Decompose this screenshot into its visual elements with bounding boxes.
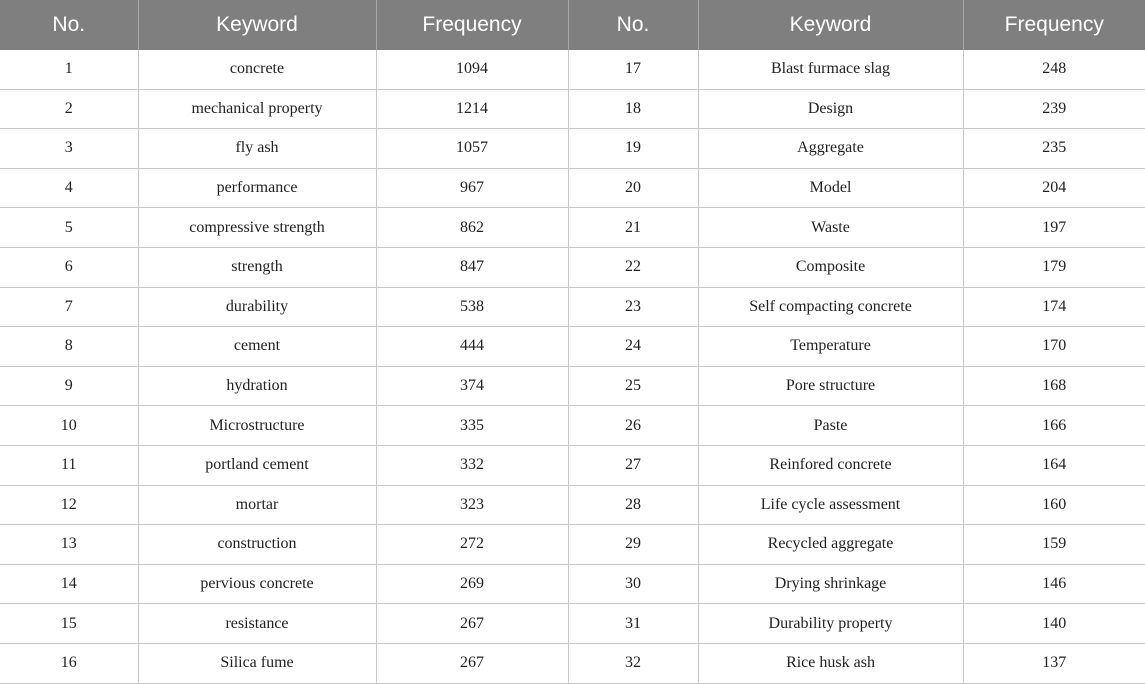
cell-keyword-left: compressive strength xyxy=(138,208,376,248)
table-row xyxy=(0,89,1145,129)
cell-no-right: 18 xyxy=(568,89,698,129)
cell-no-right: 21 xyxy=(568,208,698,248)
table-row xyxy=(0,327,1145,367)
cell-keyword-right: Recycled aggregate xyxy=(698,525,963,565)
table-row xyxy=(0,564,1145,604)
cell-keyword-right: Design xyxy=(698,89,963,129)
cell-frequency-right: 204 xyxy=(963,168,1145,208)
cell-no-left: 16 xyxy=(0,643,138,683)
cell-no-right: 22 xyxy=(568,247,698,287)
cell-keyword-right: Temperature xyxy=(698,327,963,367)
table-row xyxy=(0,445,1145,485)
cell-keyword-left: concrete xyxy=(138,50,376,89)
table-row xyxy=(0,50,1145,89)
cell-frequency-left: 444 xyxy=(376,327,568,367)
cell-frequency-right: 235 xyxy=(963,129,1145,169)
cell-frequency-right: 166 xyxy=(963,406,1145,446)
cell-no-right: 24 xyxy=(568,327,698,367)
table-body xyxy=(0,50,1145,683)
table-row xyxy=(0,287,1145,327)
cell-no-right: 25 xyxy=(568,366,698,406)
cell-no-left: 3 xyxy=(0,129,138,169)
cell-frequency-right: 160 xyxy=(963,485,1145,525)
cell-frequency-right: 239 xyxy=(963,89,1145,129)
cell-frequency-left: 862 xyxy=(376,208,568,248)
cell-no-right: 19 xyxy=(568,129,698,169)
table-row xyxy=(0,168,1145,208)
cell-frequency-right: 159 xyxy=(963,525,1145,565)
header-row xyxy=(0,0,1145,50)
cell-frequency-left: 267 xyxy=(376,643,568,683)
cell-keyword-left: cement xyxy=(138,327,376,367)
cell-no-left: 14 xyxy=(0,564,138,604)
cell-keyword-right: Durability property xyxy=(698,604,963,644)
cell-no-right: 30 xyxy=(568,564,698,604)
table-row xyxy=(0,485,1145,525)
cell-frequency-right: 197 xyxy=(963,208,1145,248)
cell-keyword-left: mechanical property xyxy=(138,89,376,129)
cell-no-right: 17 xyxy=(568,50,698,89)
cell-frequency-right: 168 xyxy=(963,366,1145,406)
cell-no-left: 8 xyxy=(0,327,138,367)
cell-keyword-right: Waste xyxy=(698,208,963,248)
cell-frequency-right: 146 xyxy=(963,564,1145,604)
cell-frequency-left: 1057 xyxy=(376,129,568,169)
cell-keyword-left: pervious concrete xyxy=(138,564,376,604)
cell-frequency-left: 332 xyxy=(376,445,568,485)
cell-no-left: 4 xyxy=(0,168,138,208)
cell-frequency-right: 248 xyxy=(963,50,1145,89)
cell-keyword-left: Microstructure xyxy=(138,406,376,446)
cell-no-right: 31 xyxy=(568,604,698,644)
cell-frequency-right: 140 xyxy=(963,604,1145,644)
cell-no-left: 5 xyxy=(0,208,138,248)
cell-keyword-left: portland cement xyxy=(138,445,376,485)
cell-frequency-left: 847 xyxy=(376,247,568,287)
cell-keyword-left: strength xyxy=(138,247,376,287)
cell-keyword-left: construction xyxy=(138,525,376,565)
cell-no-left: 12 xyxy=(0,485,138,525)
cell-no-left: 7 xyxy=(0,287,138,327)
cell-keyword-right: Blast furmace slag xyxy=(698,50,963,89)
cell-no-right: 29 xyxy=(568,525,698,565)
table-row xyxy=(0,129,1145,169)
cell-no-right: 26 xyxy=(568,406,698,446)
cell-keyword-left: mortar xyxy=(138,485,376,525)
cell-no-right: 23 xyxy=(568,287,698,327)
cell-no-left: 1 xyxy=(0,50,138,89)
cell-keyword-right: Life cycle assessment xyxy=(698,485,963,525)
header-frequency-right: Frequency xyxy=(963,0,1145,50)
cell-frequency-right: 179 xyxy=(963,247,1145,287)
cell-keyword-right: Model xyxy=(698,168,963,208)
cell-keyword-right: Composite xyxy=(698,247,963,287)
cell-no-right: 27 xyxy=(568,445,698,485)
table-row xyxy=(0,525,1145,565)
table-row xyxy=(0,208,1145,248)
cell-keyword-right: Rice husk ash xyxy=(698,643,963,683)
cell-frequency-left: 323 xyxy=(376,485,568,525)
cell-no-left: 11 xyxy=(0,445,138,485)
cell-frequency-left: 335 xyxy=(376,406,568,446)
cell-keyword-left: fly ash xyxy=(138,129,376,169)
cell-no-left: 6 xyxy=(0,247,138,287)
cell-keyword-left: hydration xyxy=(138,366,376,406)
cell-frequency-left: 269 xyxy=(376,564,568,604)
cell-no-right: 20 xyxy=(568,168,698,208)
cell-keyword-right: Paste xyxy=(698,406,963,446)
header-no-right: No. xyxy=(568,0,698,50)
cell-frequency-left: 272 xyxy=(376,525,568,565)
header-no-left: No. xyxy=(0,0,138,50)
cell-frequency-right: 137 xyxy=(963,643,1145,683)
cell-no-right: 32 xyxy=(568,643,698,683)
header-keyword-left: Keyword xyxy=(138,0,376,50)
cell-keyword-left: performance xyxy=(138,168,376,208)
cell-frequency-left: 374 xyxy=(376,366,568,406)
cell-no-left: 2 xyxy=(0,89,138,129)
cell-frequency-left: 967 xyxy=(376,168,568,208)
cell-keyword-right: Self compacting concrete xyxy=(698,287,963,327)
table-row xyxy=(0,406,1145,446)
cell-frequency-left: 1094 xyxy=(376,50,568,89)
table-row xyxy=(0,366,1145,406)
cell-keyword-left: Silica fume xyxy=(138,643,376,683)
cell-frequency-right: 170 xyxy=(963,327,1145,367)
table-row xyxy=(0,643,1145,683)
header-frequency-left: Frequency xyxy=(376,0,568,50)
cell-no-left: 9 xyxy=(0,366,138,406)
cell-frequency-left: 1214 xyxy=(376,89,568,129)
cell-keyword-left: resistance xyxy=(138,604,376,644)
cell-frequency-right: 164 xyxy=(963,445,1145,485)
cell-frequency-right: 174 xyxy=(963,287,1145,327)
table-header xyxy=(0,0,1145,50)
cell-no-left: 10 xyxy=(0,406,138,446)
cell-keyword-right: Pore structure xyxy=(698,366,963,406)
cell-keyword-right: Drying shrinkage xyxy=(698,564,963,604)
table-row xyxy=(0,604,1145,644)
header-keyword-right: Keyword xyxy=(698,0,963,50)
cell-keyword-left: durability xyxy=(138,287,376,327)
cell-frequency-left: 538 xyxy=(376,287,568,327)
cell-no-left: 15 xyxy=(0,604,138,644)
cell-no-left: 13 xyxy=(0,525,138,565)
table-row xyxy=(0,247,1145,287)
cell-frequency-left: 267 xyxy=(376,604,568,644)
cell-no-right: 28 xyxy=(568,485,698,525)
cell-keyword-right: Reinfored concrete xyxy=(698,445,963,485)
cell-keyword-right: Aggregate xyxy=(698,129,963,169)
